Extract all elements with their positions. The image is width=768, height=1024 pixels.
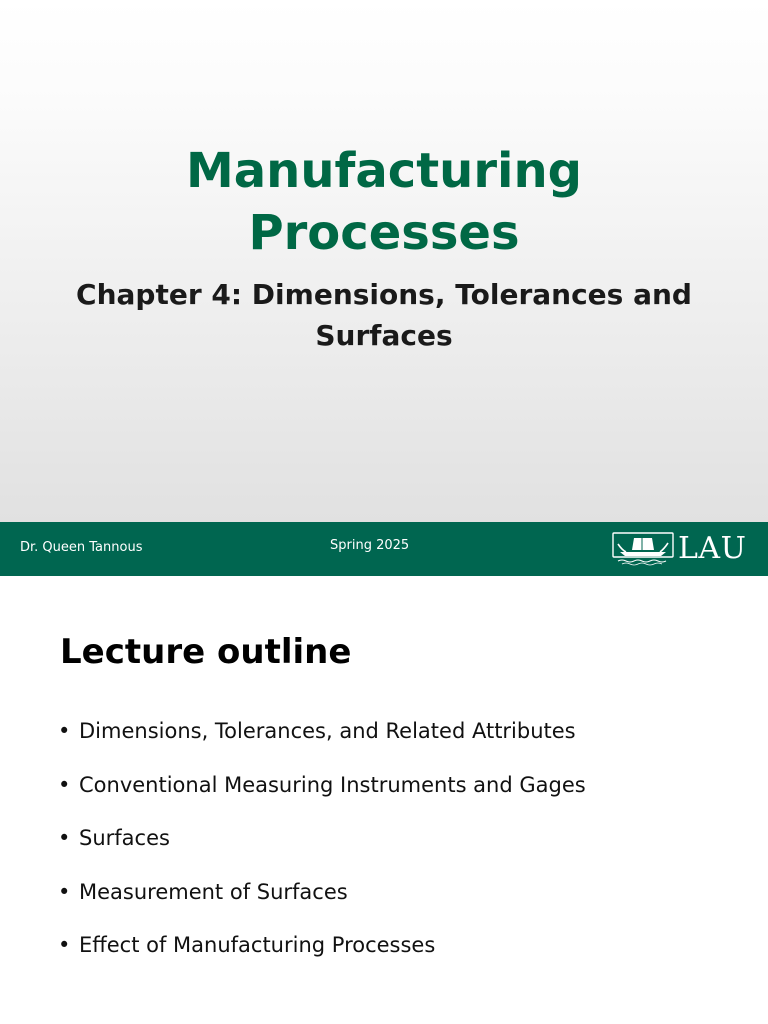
list-item-text: Measurement of Surfaces <box>79 879 348 904</box>
slide-subtitle <box>60 274 708 356</box>
bullet: • <box>58 719 71 743</box>
list-item <box>58 821 748 875</box>
outline-heading: Lecture outline <box>60 632 352 672</box>
outline-list <box>58 714 748 982</box>
ship-emblem-icon <box>612 532 674 566</box>
slide-title-line-1: Manufacturing <box>186 143 582 199</box>
list-item <box>58 768 748 822</box>
footer-term: Spring 2025 <box>330 538 410 553</box>
list-item-text: Conventional Measuring Instruments and Gages <box>79 772 586 797</box>
bullet: • <box>58 826 71 850</box>
list-item <box>58 928 748 982</box>
slide-footer <box>0 522 768 576</box>
list-item <box>58 714 748 768</box>
list-item-text: Surfaces <box>79 826 170 850</box>
outline-slide <box>0 576 768 1024</box>
list-item-text: Dimensions, Tolerances, and Related Attributes <box>79 719 576 743</box>
lau-logo <box>612 528 760 570</box>
slide-subtitle-line-2: Surfaces <box>315 319 453 352</box>
slide-title-line-2: Processes <box>248 205 520 261</box>
slide-title <box>0 140 768 264</box>
logo-text: LAU <box>678 531 747 566</box>
list-item <box>58 875 748 929</box>
list-item-text: Effect of Manufacturing Processes <box>79 933 436 957</box>
slide-subtitle-line-1: Chapter 4: Dimensions, Tolerances and <box>76 278 692 311</box>
bullet: • <box>58 879 71 904</box>
bullet: • <box>58 933 71 957</box>
bullet: • <box>58 772 71 797</box>
footer-author: Dr. Queen Tannous <box>20 540 143 555</box>
